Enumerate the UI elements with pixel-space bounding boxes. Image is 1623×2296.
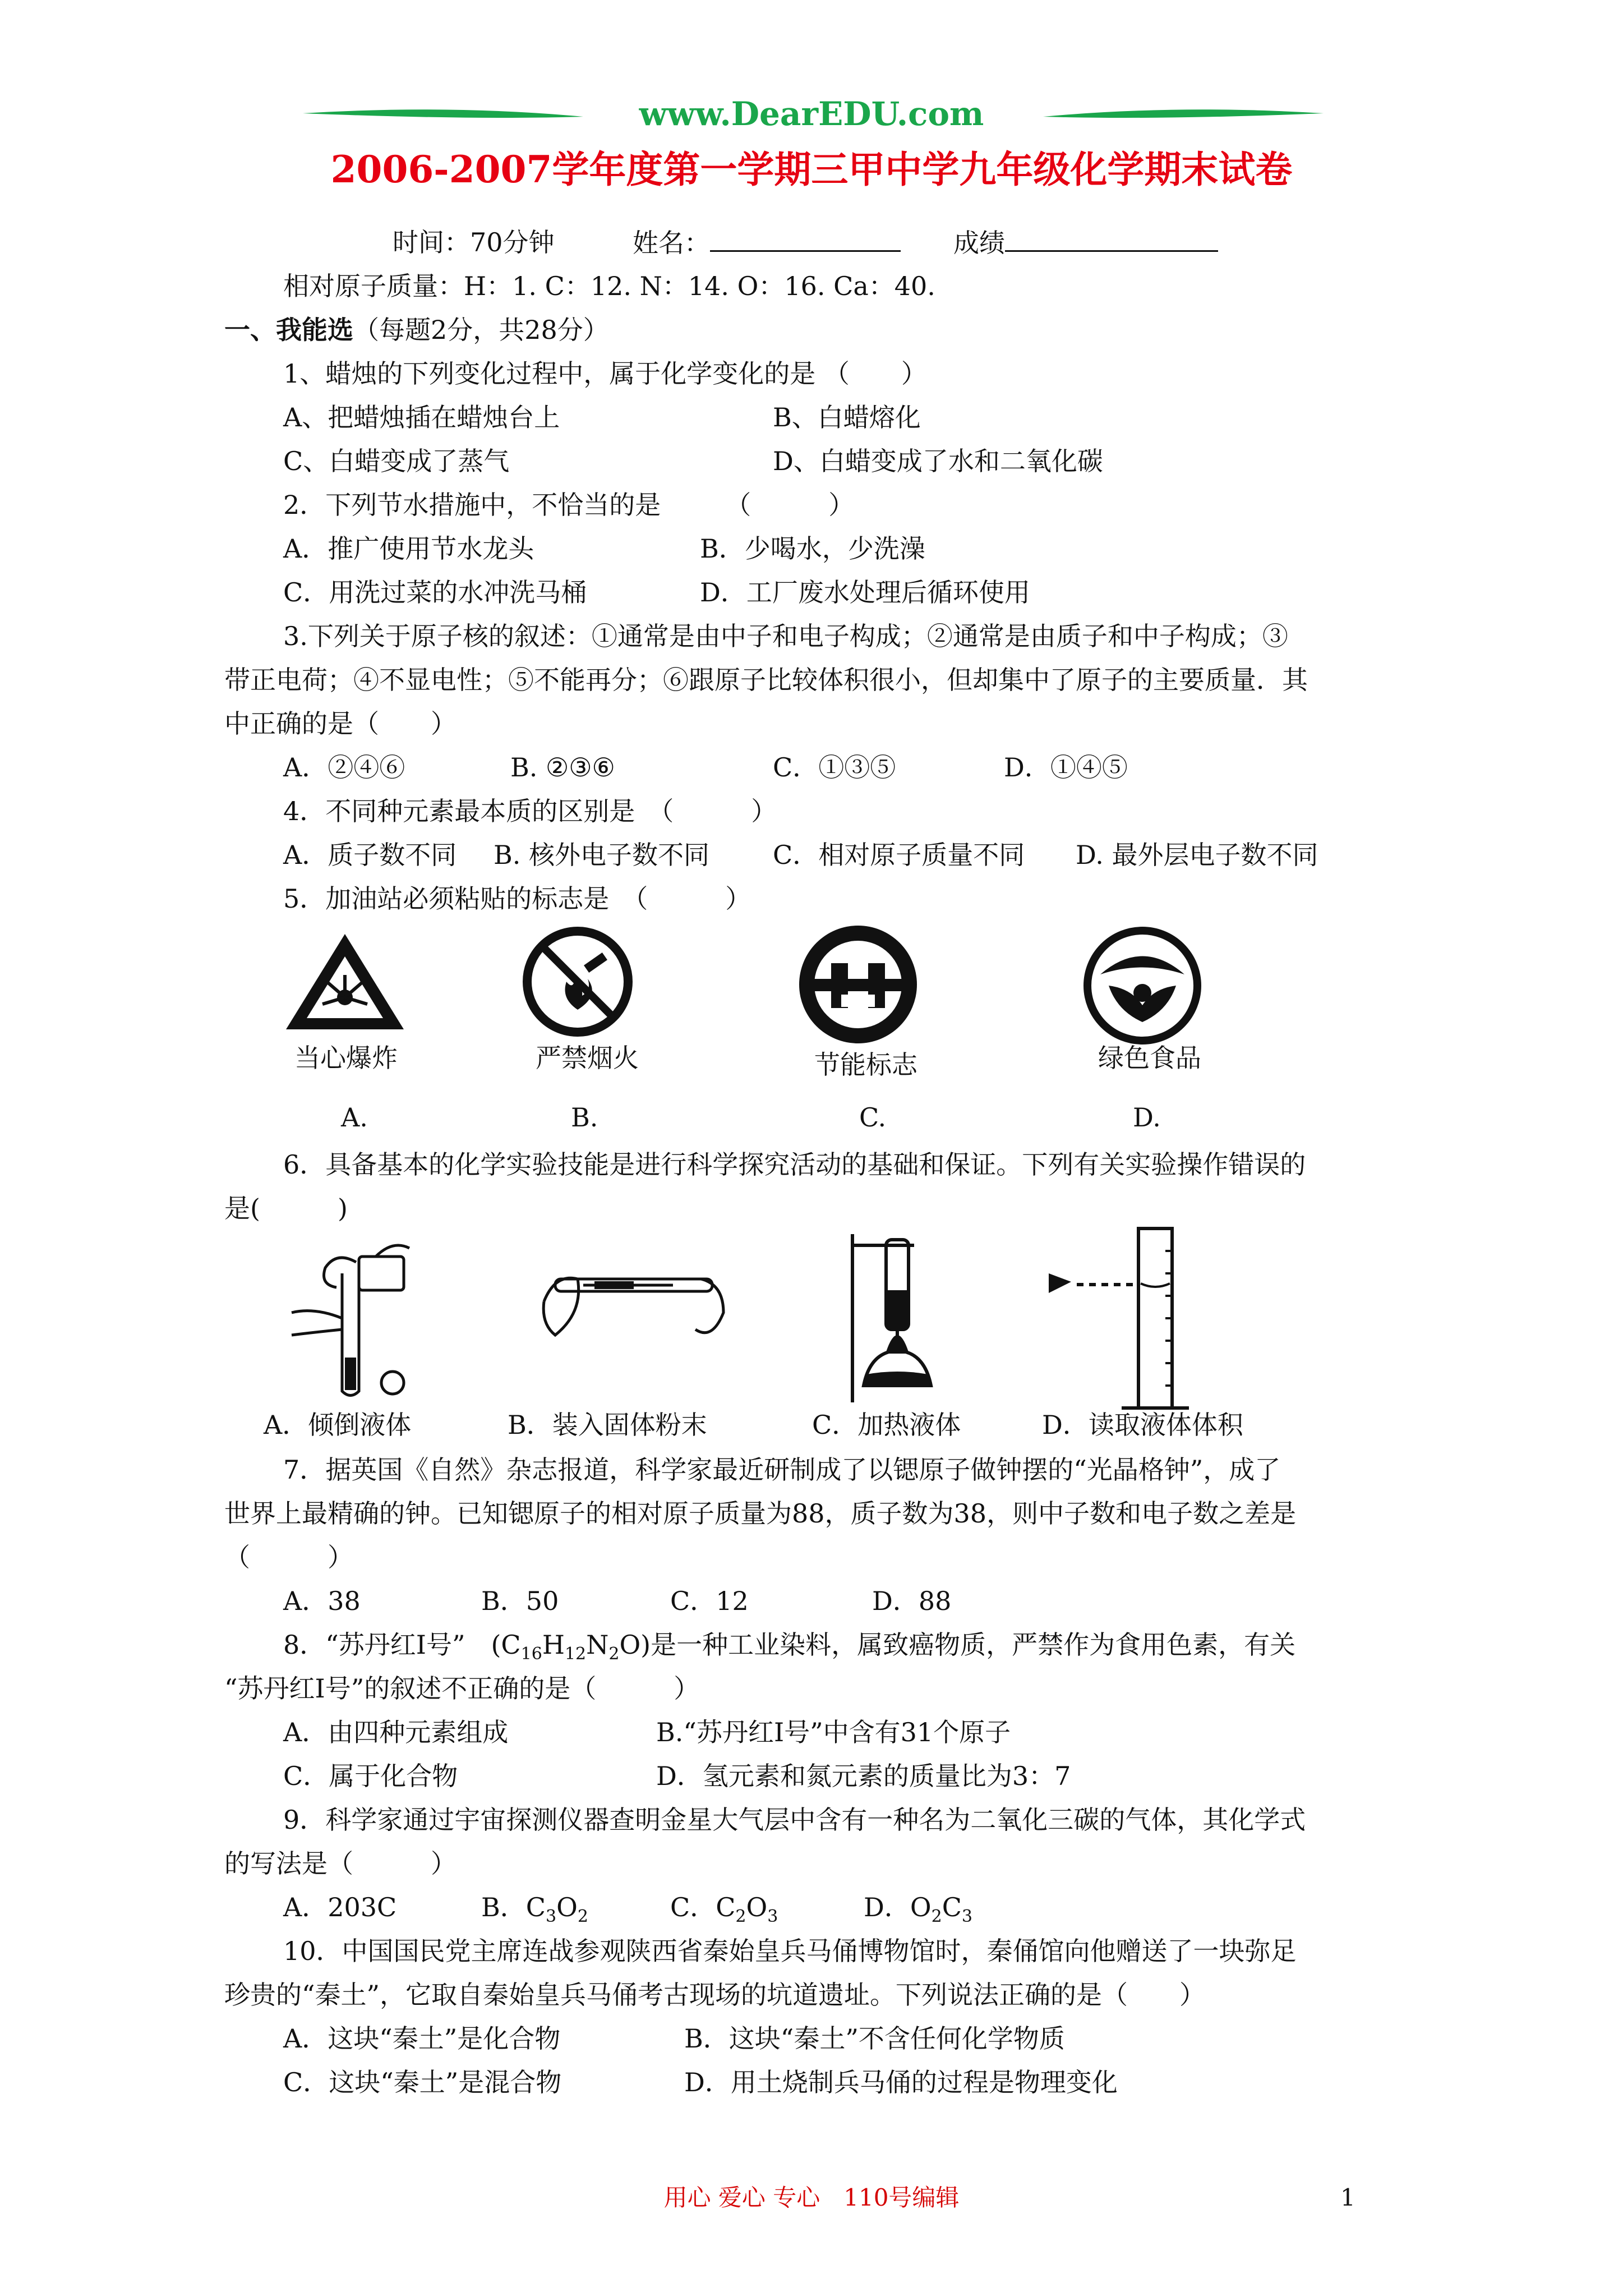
option-b: B.“苏丹红Ⅰ号”中含有31个原子 (656, 1717, 1011, 1747)
subscript: 3 (546, 1907, 557, 1927)
question-stem-line: 3.下列关于原子核的叙述：①通常是由中子和电子构成；②通常是由质子和中子构成；③ (283, 621, 1288, 651)
footer-credit: 用心 爱心 专心 110号编辑 (663, 2184, 960, 2211)
option-b: B. 核外电子数不同 (494, 840, 710, 870)
page-number: 1 (1340, 2184, 1355, 2211)
sign-label: 当心爆炸 (294, 1043, 398, 1073)
question-stem: 1、蜡烛的下列变化过程中，属于化学变化的是 （ ） (283, 358, 927, 389)
explosion-warning-icon (283, 931, 407, 1032)
option-c (670, 1890, 778, 1934)
question-stem-line: “苏丹红Ⅰ号”的叙述不正确的是（ ） (224, 1673, 700, 1704)
option-c: C．①③⑤ (773, 752, 896, 783)
option-d: D．88 (872, 1586, 952, 1616)
option-b: B．装入固体粉末 (508, 1410, 707, 1440)
option-c: C、白蜡变成了蒸气 (283, 446, 510, 476)
question-stem-line: 中正确的是（ ） (224, 708, 457, 739)
option-d: D、白蜡变成了水和二氧化碳 (773, 446, 1103, 476)
subscript: 2 (608, 1644, 620, 1664)
sign-label: 节能标志 (814, 1050, 917, 1080)
option-b: B．少喝水，少洗澡 (700, 533, 925, 564)
sign-label: 严禁烟火 (536, 1043, 639, 1073)
option-b: B．这块“秦土”不含任何化学物质 (684, 2023, 1065, 2054)
question-stem-line: 的写法是（ ） (224, 1848, 457, 1879)
option-d: D．用土烧制兵马俑的过程是物理变化 (684, 2067, 1118, 2097)
option-b (481, 1890, 588, 1934)
question-stem: 5．加油站必须粘贴的标志是 （ ） (283, 884, 751, 914)
question-stem-line: （ ） (224, 1542, 353, 1572)
element-n: N (586, 1630, 609, 1660)
option-c: C．这块“秦土”是混合物 (283, 2067, 562, 2097)
option-c: C．相对原子质量不同 (773, 840, 1025, 870)
option-c: C．属于化合物 (283, 1761, 458, 1791)
question-stem-line: 珍贵的“秦土”，它取自秦始皇兵马俑考古现场的坑道遗址。下列说法正确的是（ ） (224, 1980, 1206, 2010)
question-stem-line (283, 1628, 1295, 1671)
name-label: 姓名： (633, 228, 710, 258)
option-d: D．氢元素和氮元素的质量比为3：7 (656, 1761, 1071, 1791)
question-stem-line: 世界上最精确的钟。已知锶原子的相对原子质量为88，质子数为38，则中子数和电子数之差是 (224, 1498, 1297, 1529)
score-field (953, 226, 1218, 260)
question-stem-line: 带正电荷；④不显电性；⑤不能再分；⑥跟原子比较体积很小，但却集中了原子的主要质量．其 (224, 665, 1308, 695)
atomic-masses: 相对原子质量：H：1. C：12. N：14. O：16. Ca：40. (283, 271, 935, 301)
score-label: 成绩 (953, 228, 1005, 258)
question-stem-line: 7．据英国《自然》杂志报道，科学家最近研制成了以锶原子做钟摆的“光晶格钟”，成了 (283, 1455, 1281, 1485)
formula-part: B．C (481, 1892, 546, 1922)
option-c: C．加热液体 (812, 1410, 961, 1440)
option-d: D．①④⑤ (1004, 752, 1128, 783)
subscript: 3 (961, 1907, 972, 1927)
option-a: A．②④⑥ (283, 752, 405, 783)
formula-part: C (942, 1892, 962, 1922)
no-fire-icon (522, 926, 634, 1038)
option-a: A．推广使用节水龙头 (283, 533, 534, 564)
score-blank (1005, 226, 1218, 252)
subscript: 16 (520, 1644, 542, 1664)
stem-post: O)是一种工业染料，属致癌物质，严禁作为食用色素，有关 (619, 1630, 1296, 1660)
pouring-liquid-icon (258, 1234, 437, 1402)
question-stem: 2．下列节水措施中，不恰当的是 （ ） (283, 490, 855, 520)
option-a: A．倾倒液体 (264, 1410, 412, 1440)
green-food-icon (1083, 927, 1201, 1045)
option-a: A．这块“秦土”是化合物 (283, 2023, 561, 2054)
question-stem: 4．不同种元素最本质的区别是 （ ） (283, 796, 777, 826)
question-stem-line: 是( ) (224, 1193, 348, 1223)
energy-saving-icon (796, 923, 920, 1046)
question-stem-line: 10．中国国民党主席连战参观陕西省秦始皇兵马俑博物馆时，秦俑馆向他赠送了一块弥足 (283, 1936, 1297, 1966)
question-stem-line: 9．科学家通过宇宙探测仪器查明金星大气层中含有一种名为二氧化三碳的气体，其化学式 (283, 1805, 1306, 1835)
site-url[interactable]: www.DearEDU.com (639, 95, 984, 133)
subscript: 2 (931, 1907, 942, 1927)
name-field (633, 226, 901, 260)
option-letter-d: D. (1133, 1102, 1161, 1133)
option-b: B、白蜡熔化 (773, 402, 921, 432)
option-d (864, 1890, 972, 1934)
formula-part: O (556, 1892, 578, 1922)
sign-label: 绿色食品 (1098, 1043, 1201, 1073)
heating-liquid-icon (836, 1223, 959, 1408)
option-b: B. ②③⑥ (510, 752, 615, 783)
option-a: A．质子数不同 (283, 840, 457, 870)
formula-part: O (746, 1892, 768, 1922)
exam-title: 2006-2007学年度第一学期三甲中学九年级化学期末试卷 (330, 148, 1293, 191)
option-c: C．12 (670, 1586, 749, 1616)
exam-time: 时间：70分钟 (393, 227, 555, 257)
name-blank (710, 226, 901, 252)
section-name: 我能选 (276, 315, 353, 345)
option-c: C．用洗过菜的水冲洗马桶 (283, 577, 587, 608)
option-a: A．38 (283, 1586, 361, 1616)
option-d: D．读取液体体积 (1042, 1410, 1243, 1440)
option-a: A．203C (283, 1892, 397, 1922)
option-a: A．由四种元素组成 (283, 1717, 509, 1747)
reading-volume-icon (1038, 1217, 1206, 1414)
loading-powder-icon (533, 1251, 735, 1363)
element-h: H (542, 1630, 565, 1660)
question-stem-line: 6．具备基本的化学实验技能是进行科学探究活动的基础和保证。下列有关实验操作错误的 (283, 1149, 1306, 1180)
subscript: 2 (577, 1907, 588, 1927)
section-number: 一、 (224, 315, 276, 345)
option-letter-a: A. (341, 1102, 368, 1133)
section-note: （每题2分，共28分） (353, 315, 609, 345)
option-b: B．50 (481, 1586, 559, 1616)
subscript: 3 (767, 1907, 778, 1927)
option-letter-c: C. (859, 1102, 887, 1133)
subscript: 12 (564, 1644, 587, 1664)
subscript: 2 (735, 1907, 746, 1927)
formula-part: D．O (864, 1892, 932, 1922)
stem-pre: 8．“苏丹红Ⅰ号” (C (283, 1630, 521, 1660)
option-d: D. 最外层电子数不同 (1076, 840, 1318, 870)
option-letter-b: B. (571, 1102, 598, 1133)
formula-part: C．C (670, 1892, 736, 1922)
option-a: A、把蜡烛插在蜡烛台上 (283, 402, 560, 432)
section-heading (224, 313, 609, 347)
option-d: D．工厂废水处理后循环使用 (700, 577, 1030, 608)
